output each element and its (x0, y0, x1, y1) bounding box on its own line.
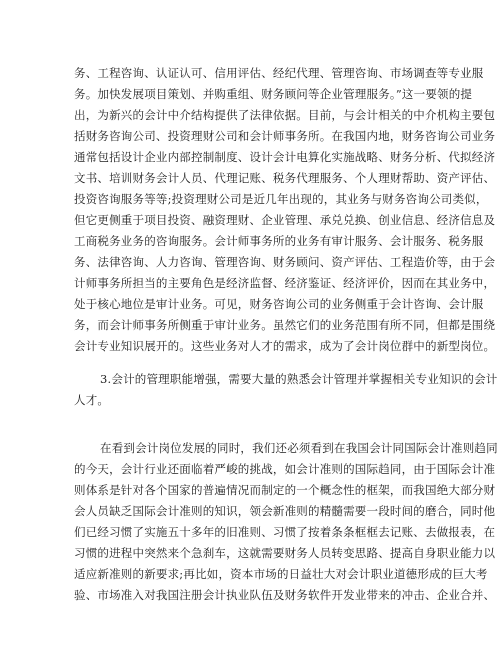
text-line: 计师事务所担当的主要角色是经济监督、经济鉴证、经济评价，因而在其业务中， (74, 276, 496, 290)
text-line: 务、工程咨询、认证认可、信用评估、经纪代理、管理咨询、市场调查等专业服 (74, 66, 484, 80)
text-line: 适应新准则的新要求;再比如，资本市场的日益壮大对会计职业道德形成的巨大考 (74, 567, 488, 581)
text-line: 们已经习惯了实施五十多年的旧准则、习惯了按着条条框框去记账、去做报表，在 (74, 525, 496, 539)
text-line: 的今天，会计行业还面临着严峻的挑战，如会计准则的国际趋同，由于国际会计准 (74, 462, 496, 476)
text-line: 务、法律咨询、人力咨询、管理咨询、财务顾问、资产评估、工程造价等，由于会 (74, 255, 496, 269)
text-line: 处于核心地位是审计业务。可见，财务咨询公司的业务侧重于会计咨询、会计服 (74, 297, 484, 311)
heading-line: 人才。 (74, 393, 110, 407)
heading-line: 3.会计的管理职能增强，需要大量的熟悉会计管理并掌握相关专业知识的会计 (100, 372, 498, 386)
text-line: 则体系是针对各个国家的普遍情况而制定的一个概念性的框架，而我国绝大部分财 (74, 483, 496, 497)
text-line: 习惯的进程中突然来个急刹车，这就需要财务人员转变思路、提高自身职业能力以 (74, 546, 496, 560)
text-line: 出，为新兴的会计中介结构提供了法律依据。目前，与会计相关的中介机构主要包 (74, 108, 496, 122)
text-line: 在看到会计岗位发展的同时，我们还必须看到在我国会计同国际会计准则趋同 (100, 441, 498, 455)
text-line: 投资咨询服务等等;投资理财公司是近几年出现的，其业务与财务咨询公司类似， (74, 192, 488, 206)
text-line: 务，而会计师事务所侧重于审计业务。虽然它们的业务范围有所不同，但都是围绕 (74, 318, 496, 332)
text-line: 务。加快发展项目策划、并购重组、财务顾问等企业管理服务。”这一要领的提 (74, 87, 473, 101)
text-line: 通常包括设计企业内部控制制度、设计会计电算化实施战略、财务分析、代拟经济 (74, 150, 496, 164)
text-line: 会计专业知识展开的。这些业务对人才的需求，成为了会计岗位群中的新型岗位。 (74, 339, 496, 353)
paragraph-challenges (74, 438, 498, 606)
text-line: 工商税务业务的咨询服务。会计师事务所的业务有审计服务、会计服务、税务服 (74, 234, 484, 248)
heading-management-function (74, 369, 498, 411)
paragraph-intermediary-services (74, 63, 496, 357)
text-line: 会人员缺乏国际会计准则的知识，领会新准则的精髓需要一段时间的磨合，同时他 (74, 504, 496, 518)
text-line: 但它更侧重于项目投资、融资理财、企业管理、承兑兑换、创业信息、经济信息及 (74, 213, 496, 227)
text-line: 括财务咨询公司、投资理财公司和会计师事务所。在我国内地，财务咨询公司业务 (74, 129, 496, 143)
text-line: 验、市场准入对我国注册会计执业队伍及财务软件开发业带来的冲击、企业合并、 (74, 588, 496, 602)
text-line: 文书、培训财务会计人员、代理记账、税务代理服务、个人理财帮助、资产评估、 (74, 171, 496, 185)
